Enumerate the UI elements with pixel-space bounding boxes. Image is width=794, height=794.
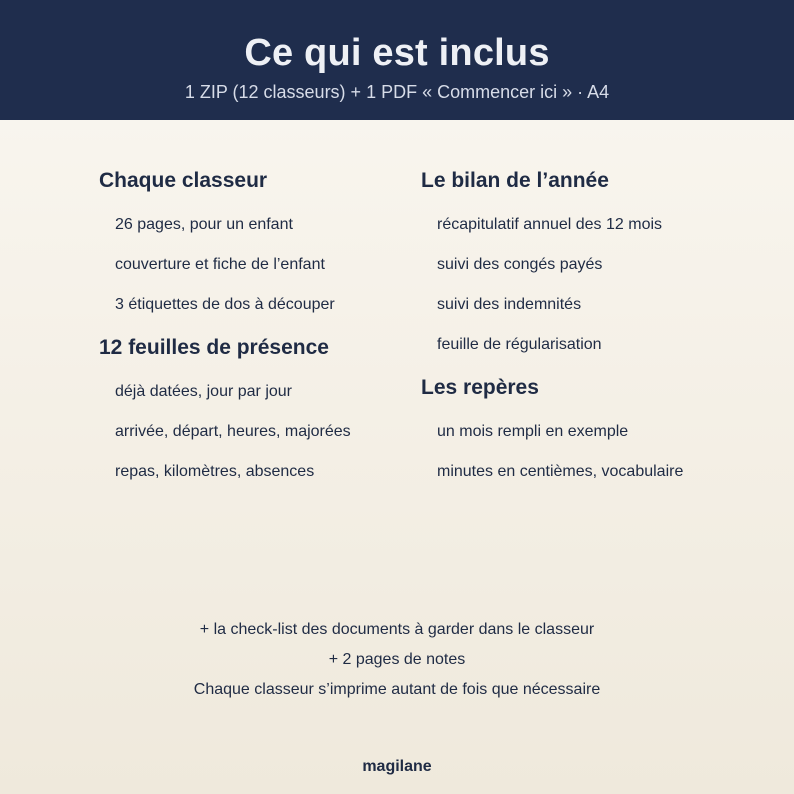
section-title: Les repères — [421, 376, 539, 399]
section-chaque-classeur — [99, 166, 429, 315]
footer-print-note: Chaque classeur s’imprime autant de fois que nécessaire — [193, 681, 601, 698]
list-item: arrivée, départ, heures, majorées — [115, 423, 351, 440]
list-item: minutes en centièmes, vocabulaire — [437, 463, 684, 480]
section-bilan-annee — [421, 166, 751, 355]
section-title: 12 feuilles de présence — [99, 336, 329, 359]
feature-list — [421, 422, 751, 482]
list-item: feuille de régularisation — [437, 336, 602, 353]
list-item: suivi des congés payés — [437, 256, 603, 273]
left-column — [99, 166, 429, 502]
section-title: Chaque classeur — [99, 169, 268, 192]
section-feuilles-presence — [99, 333, 429, 482]
page-title: Ce qui est inclus — [244, 32, 550, 74]
list-item: repas, kilomètres, absences — [115, 463, 315, 480]
footer-line-notes: + 2 pages de notes — [328, 651, 466, 668]
list-item: un mois rempli en exemple — [437, 423, 629, 440]
list-item: 3 étiquettes de dos à découper — [115, 296, 335, 313]
brand-name: magilane — [362, 758, 432, 775]
feature-list — [99, 382, 429, 482]
list-item: suivi des indemnités — [437, 296, 582, 313]
list-item: déjà datées, jour par jour — [115, 383, 292, 400]
list-item: 26 pages, pour un enfant — [115, 216, 293, 233]
page-subtitle: 1 ZIP (12 classeurs) + 1 PDF « Commencer ici » · A4 — [184, 82, 610, 102]
section-reperes — [421, 373, 751, 482]
feature-list — [99, 215, 429, 315]
list-item: récapitulatif annuel des 12 mois — [437, 216, 663, 233]
header-banner — [0, 0, 794, 120]
footer-line-checklist: + la check-list des documents à garder dans le classeur — [199, 621, 595, 638]
feature-list — [421, 215, 751, 355]
right-column — [421, 166, 751, 502]
section-title: Le bilan de l’année — [421, 169, 609, 192]
footer — [0, 620, 794, 700]
list-item: couverture et fiche de l’enfant — [115, 256, 325, 273]
